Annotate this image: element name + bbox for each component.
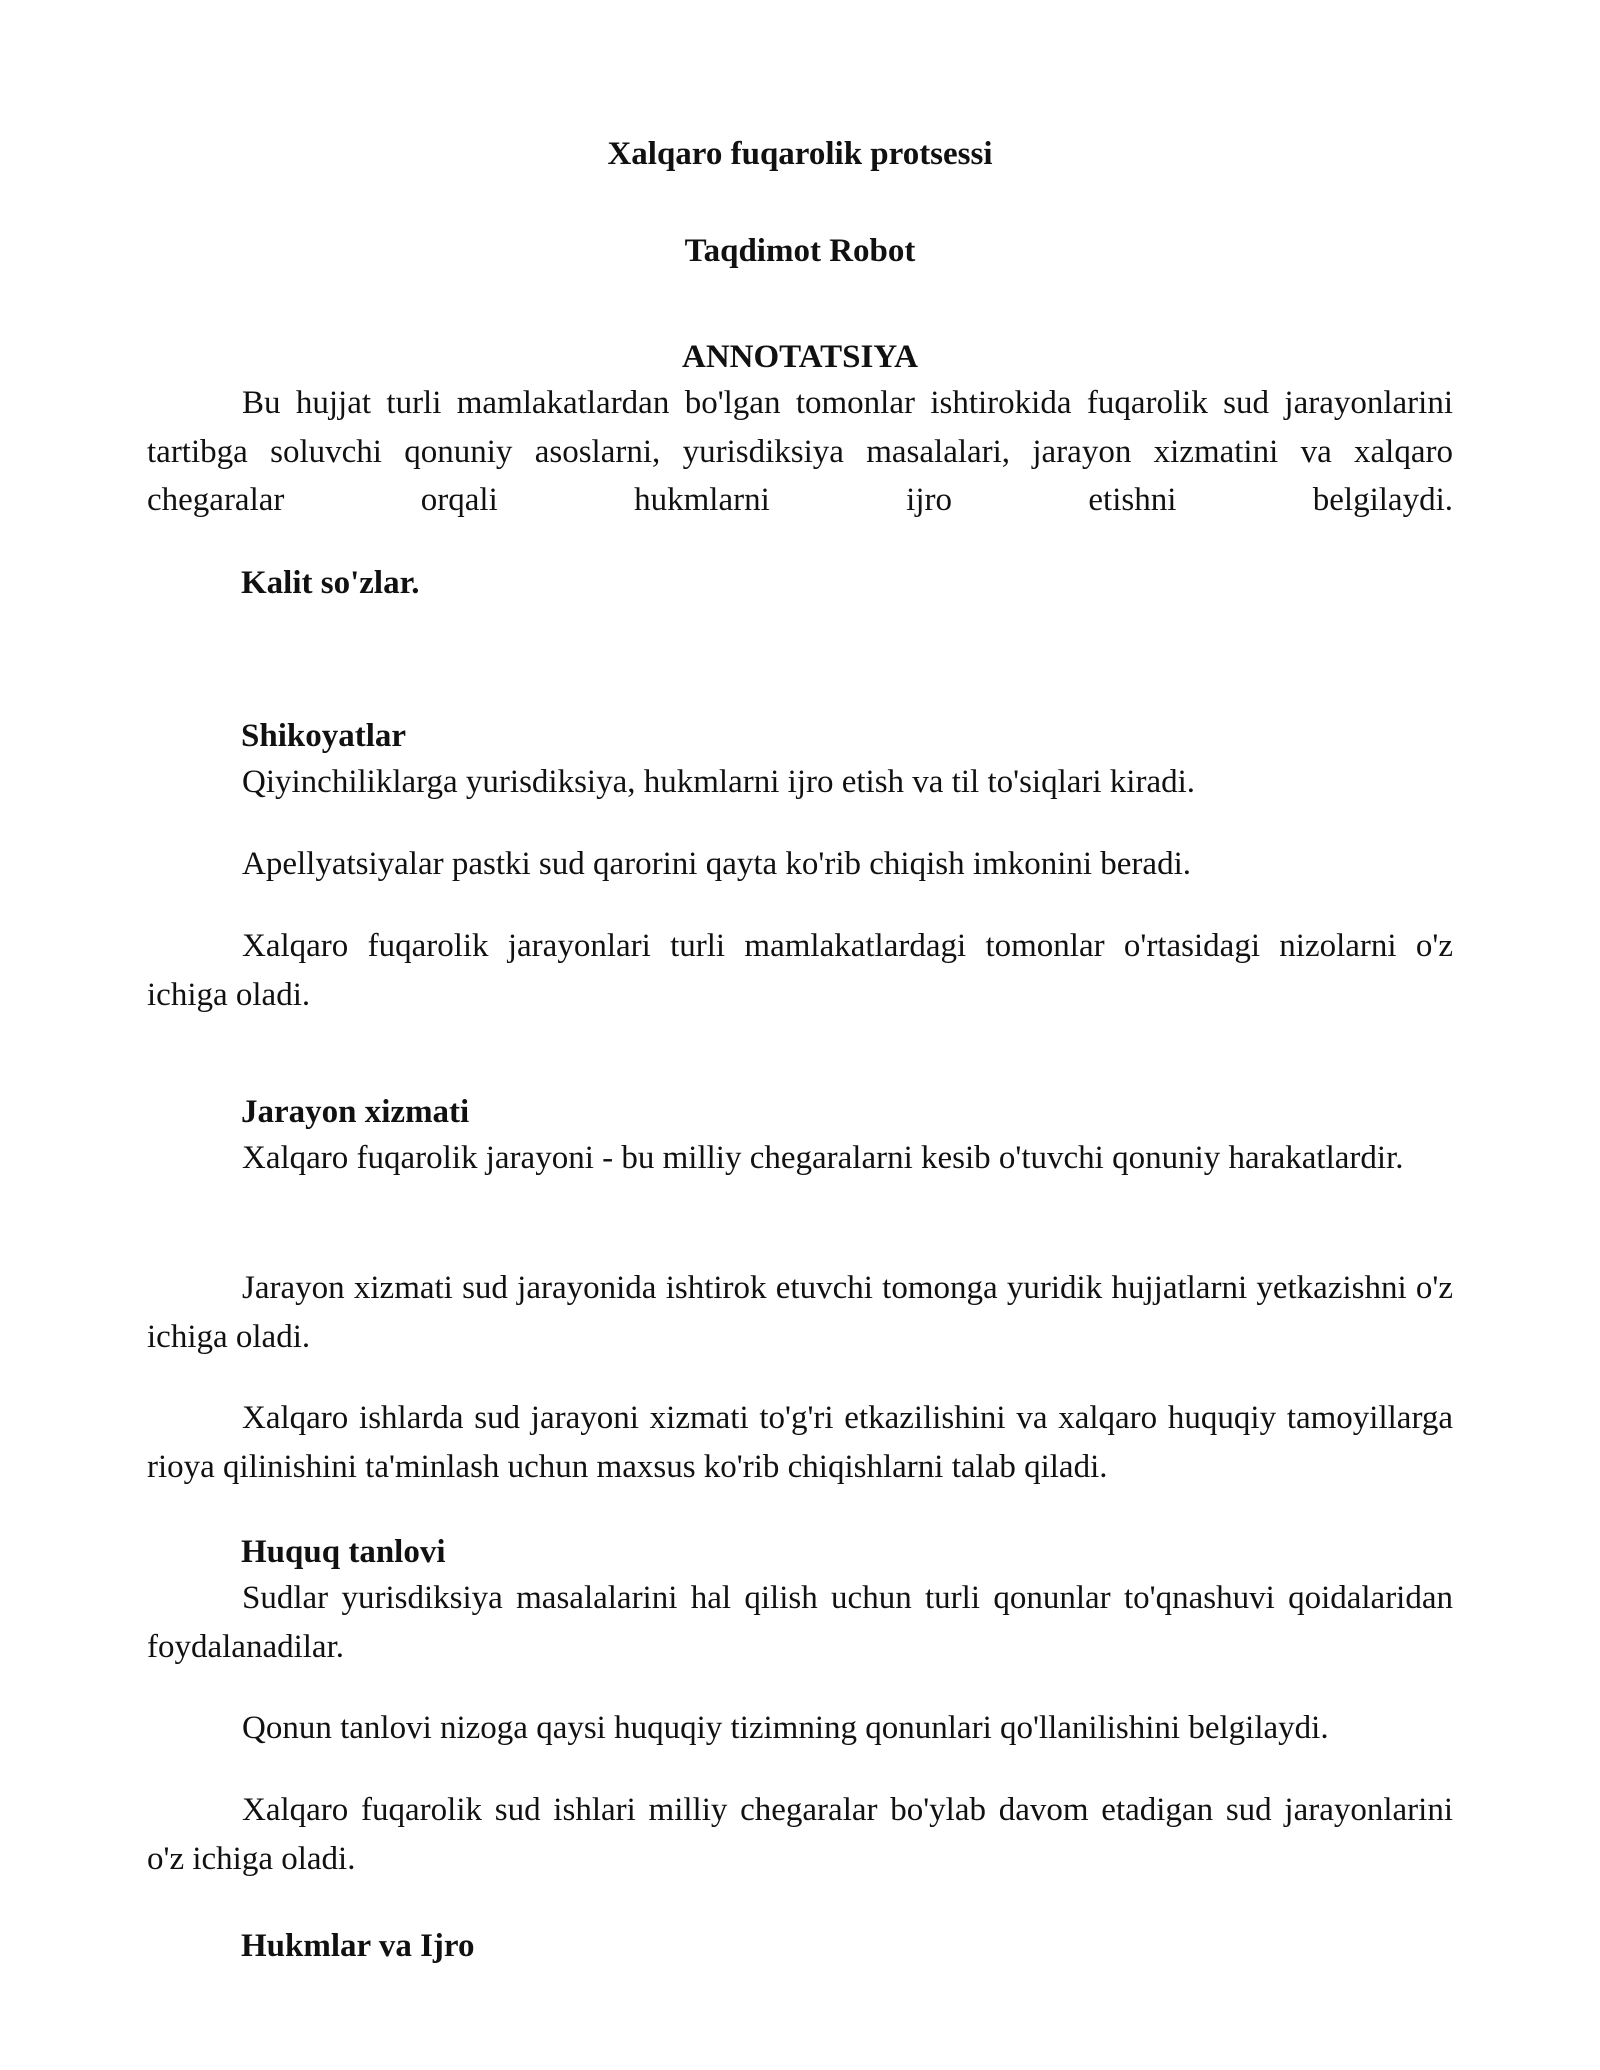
section-heading: Shikoyatlar (241, 718, 407, 754)
section-heading: Jarayon xizmati (241, 1094, 470, 1130)
paragraph-text: Sudlar yurisdiksiya masalalarini hal qilish uchun turli qonunlar to'qnashuvi qoidalaridan foydalanadilar. (147, 1580, 1453, 1665)
paragraph (147, 1704, 1453, 1753)
paragraph (147, 922, 1453, 1019)
paragraph (147, 1134, 1453, 1183)
paragraph (147, 1786, 1453, 1883)
paragraph (147, 1394, 1453, 1491)
paragraph (147, 840, 1453, 889)
paragraph-text: Xalqaro fuqarolik jarayonlari turli mamlakatlardagi tomonlar o'rtasidagi nizolarni o'z ichiga oladi. (147, 928, 1453, 1013)
paragraph-text: Xalqaro fuqarolik sud ishlari milliy chegaralar bo'ylab davom etadigan sud jarayonlarini o'z ichiga oladi. (147, 1792, 1453, 1877)
paragraph-text: Apellyatsiyalar pastki sud qarorini qayta ko'rib chiqish imkonini beradi. (242, 846, 1191, 882)
section-heading: Hukmlar va Ijro (241, 1928, 475, 1964)
paragraph (147, 1574, 1453, 1671)
annotation-text: Bu hujjat turli mamlakatlardan bo'lgan tomonlar ishtirokida fuqarolik sud jarayonlarini tartibga soluvchi qonuniy asoslarni, yurisdiksiya masalalari, jarayon xizmatini va xalqaro chegaralar orqali hukmlarni ijro etishni belgilaydi. (147, 385, 1453, 518)
paragraph-text: Qiyinchiliklarga yurisdiksiya, hukmlarni ijro etish va til to'siqlari kiradi. (242, 764, 1196, 800)
paragraph-text: Qonun tanlovi nizoga qaysi huquqiy tizimning qonunlari qo'llanilishini belgilaydi. (242, 1710, 1329, 1746)
document-title: Xalqaro fuqarolik protsessi (607, 136, 993, 172)
paragraph-text: Xalqaro fuqarolik jarayoni - bu milliy chegaralarni kesib o'tuvchi qonuniy harakatlardir. (242, 1140, 1404, 1176)
annotation-heading: ANNOTATSIYA (682, 339, 918, 375)
paragraph-text: Jarayon xizmati sud jarayonida ishtirok etuvchi tomonga yuridik hujjatlarni yetkazishni o'z ichiga oladi. (147, 1270, 1453, 1355)
keywords-heading: Kalit so'zlar. (241, 565, 420, 601)
paragraph (147, 1264, 1453, 1361)
annotation-paragraph (147, 379, 1453, 525)
paragraph (147, 758, 1453, 807)
section-heading: Huquq tanlovi (241, 1534, 446, 1570)
document-author: Taqdimot Robot (684, 233, 916, 269)
paragraph-text: Xalqaro ishlarda sud jarayoni xizmati to'g'ri etkazilishini va xalqaro huquqiy tamoyillarga rioya qilinishini ta'minlash uchun maxsus ko'rib chiqishlarni talab qiladi. (147, 1400, 1453, 1485)
